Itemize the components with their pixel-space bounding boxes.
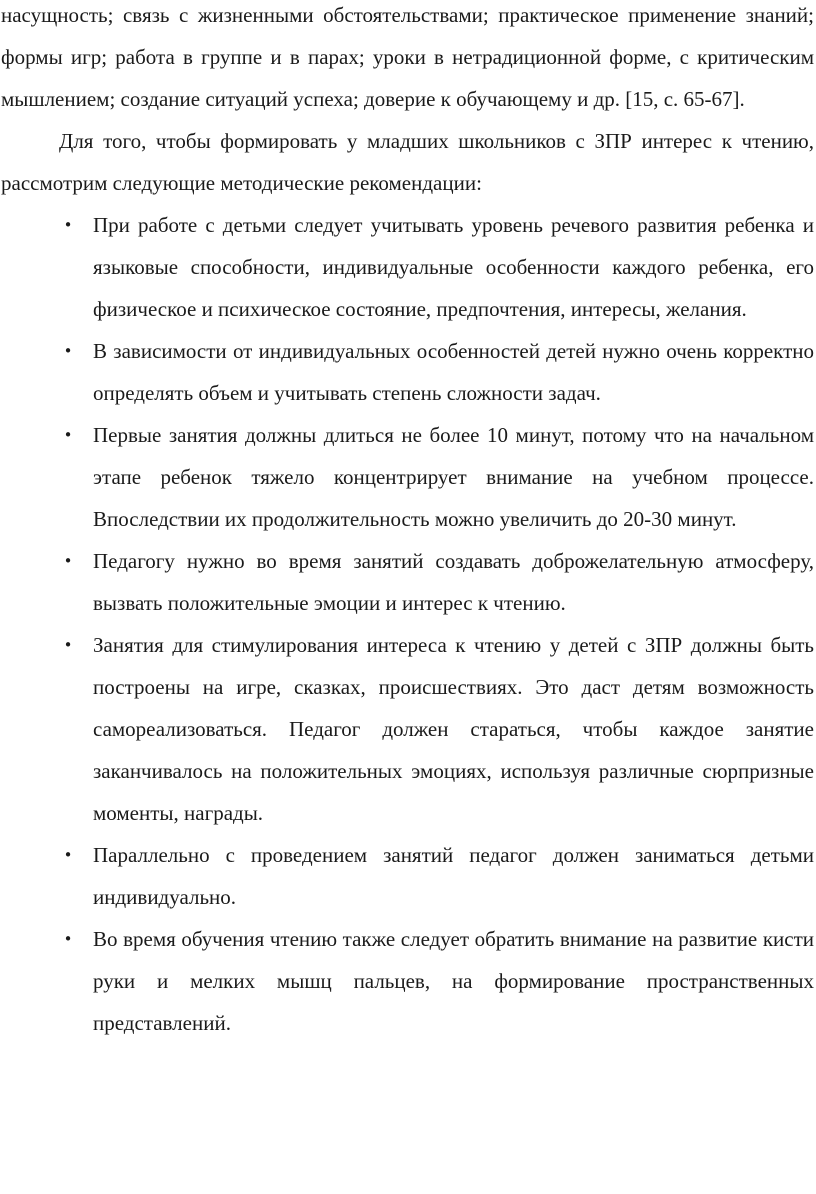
list-item — [1, 204, 814, 330]
list-item — [1, 414, 814, 540]
list-item-text: В зависимости от индивидуальных особенностей детей нужно очень корректно определять объем и учитывать степень сложности задач. — [93, 339, 814, 405]
bullet-icon: • — [63, 342, 73, 360]
list-item-text: При работе с детьми следует учитывать уровень речевого развития ребенка и языковые способности, индивидуальные особенности каждого ребенка, его физическое и психическое состояние, предпочтения, интересы, желания. — [93, 213, 814, 321]
bullet-icon: • — [63, 846, 73, 864]
list-item-text: Во время обучения чтению также следует обратить внимание на развитие кисти руки и мелких мышц пальцев, на формирование пространственных представлений. — [93, 927, 814, 1035]
bullet-icon: • — [63, 426, 73, 444]
list-item-text: Первые занятия должны длиться не более 10 минут, потому что на начальном этапе ребенок тяжело концентрирует внимание на учебном процессе. Впоследствии их продолжительность можно увеличить до 20-30 минут. — [93, 423, 814, 531]
recommendations-list — [1, 204, 814, 1044]
list-item — [1, 540, 814, 624]
continuation-paragraph: насущность; связь с жизненными обстоятельствами; практическое применение знаний; формы игр; работа в группе и в парах; уроки в нетрадиционной форме, с критическим мышлением; создание ситуаций успеха; доверие к обучающему и др. [15, с. 65-67]. — [1, 3, 814, 111]
intro-paragraph: Для того, чтобы формировать у младших школьников с ЗПР интерес к чтению, рассмотрим следующие методические рекомендации: — [1, 129, 814, 195]
list-item-text: Педагогу нужно во время занятий создавать доброжелательную атмосферу, вызвать положительные эмоции и интерес к чтению. — [93, 549, 814, 615]
bullet-icon: • — [63, 636, 73, 654]
list-item — [1, 330, 814, 414]
list-item-text: Параллельно с проведением занятий педагог должен заниматься детьми индивидуально. — [93, 843, 814, 909]
list-item-text: Занятия для стимулирования интереса к чтению у детей с ЗПР должны быть построены на игре, сказках, происшествиях. Это даст детям возможность самореализоваться. Педагог должен стараться, чтобы каждое занятие заканчивалось на положительных эмоциях, используя различные сюрпризные моменты, награды. — [93, 633, 814, 825]
list-item — [1, 918, 814, 1044]
bullet-icon: • — [63, 552, 73, 570]
list-item — [1, 834, 814, 918]
list-item — [1, 624, 814, 834]
bullet-icon: • — [63, 930, 73, 948]
bullet-icon: • — [63, 216, 73, 234]
